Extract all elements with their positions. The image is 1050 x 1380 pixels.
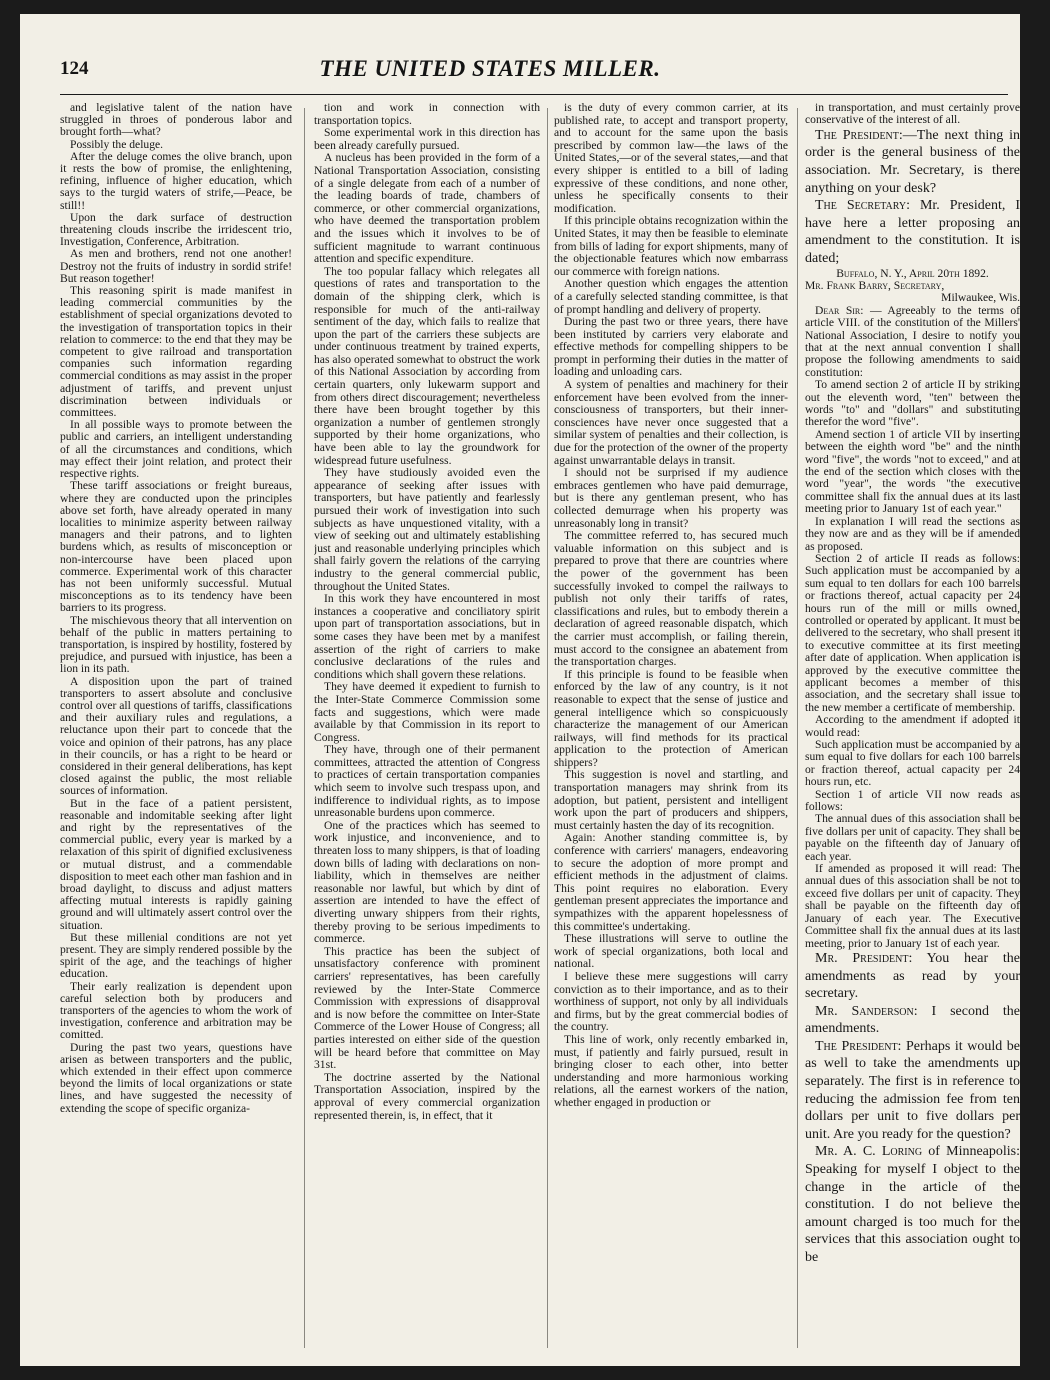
paragraph: Possibly the deluge. [70,137,164,151]
paragraph: But these millenial conditions are not yet present. They are simply rendered possible by the spirit of the age, and the teachings of higher education. [60,930,292,981]
paragraph: If this principle obtains recognization within the United States, it may then be feasible to eleminate from bills of lading for export shipments, many of the objectionable features which now embarrass our commerce with foreign nations. [554,214,788,278]
speaker-paragraph [805,950,1020,1003]
speaker-label: Mr. Sanderson: [815,1003,918,1019]
paragraph: During the past two years, questions have arisen as between transporters and the public, which extended in their effect upon commerce beyond the limits of local organizations or state lines, and have suggested the necessity of extending the scope of specific organiza- [60,1040,292,1115]
column-2 [314,102,540,1352]
paragraph: The too popular fallacy which relegates all questions of rates and transportation to the domain of the shipping clerk, which is responsible for much of the anti-railway sentiment of the day, which fails to realize that upon the part of the carriers these subjects are under continuous treatment by trained experts, has also operated somewhat to obstruct the work of this National Association by according from certain quarters, only lukewarm support and from others direct discouragement; nevertheless there have been brought together by this organization a number of gentlemen strongly supported by their home organizations, who have been able to lay the groundwork for widespread future usefulness. [314,264,540,467]
paragraph: The doctrine asserted by the National Transportation Association, inspired by the approval of every commercial organization represented therein, is, in effect, that it [314,1070,540,1122]
letter-paragraph: Section 1 of article VII now reads as follows: [805,787,1020,814]
column-1 [60,102,292,1352]
speaker-label: The President: [815,127,903,143]
page-number: 124 [60,58,89,79]
column-3 [554,102,788,1352]
speaker-label: Mr. A. C. Loring [815,1144,923,1160]
page-header [60,58,1010,98]
paragraph: As men and brothers, rend not one another! Destroy not the fruits of industry in sordid strife! But reason together! [60,247,292,285]
letter-paragraph: The annual dues of this association shall be five dollars per unit of capacity. They shall be payable on the fifteenth day of January of each year. [805,812,1020,863]
letter-addressee: Mr. Frank Barry, Secretary, [805,278,945,292]
speech-text: I second the amendments. [805,1003,1020,1037]
paragraph: This suggestion is novel and startling, and transportation managers may shrink from its adoption, but patient, persistent and intelligent work upon the part of producers and shippers, must certainly hasten the day of its recognition. [554,768,788,832]
speech-text: —The next thing in order is the general business of the association. Mr. Secretary, is there anything on your desk? [805,127,1020,196]
letter-address-city: Milwaukee, Wis. [941,291,1020,305]
newspaper-page [20,14,1020,1366]
paragraph: They have, through one of their permanent committees, attracted the attention of Congress to practices of certain transportation companies which seem to involve such trespass upon, and indifference to individual rights, as to impose unreasonable burdens upon commerce. [314,743,540,820]
paragraph: This line of work, only recently embarked in, must, if patiently and fairly pursued, result in bringing closer to each other, into better understanding and more harmonious working relations, all the earnest workers of the nation, whether engaged in production or [554,1032,788,1109]
paragraph: tion and work in connection with transportation topics. [314,102,540,127]
paragraph: This practice has been the subject of unsatisfactory conference with prominent carriers' representatives, has been carefully reviewed by the Inter-State Commerce Commission with expressions of disapproval and is now before the committee on Inter-State Commerce of the Lower House of Congress; all parties interested on either side of the question will be heard before that committee on May 31st. [314,944,540,1072]
letter-paragraph: Section 2 of article II reads as follows: Such application must be accompanied by a sum equal to ten dollars for each 100 barrels or fractions thereof, actual capacity per 24 hours run of the mill or mills owned, controlled or operated by applicant. It must be delivered to the secretary, who shall present it to executive committee at its first meeting after date of application. When application is approved by the executive committee the applicant becomes a member of this association, and the secretary shall issue to the new member a certificate of membership. [805,551,1020,714]
speaker-paragraph [805,1003,1020,1038]
paragraph: The mischievous theory that all intervention on behalf of the public in matters pertaining to transportation, is inspired by hostility, fostered by prejudice, and pursued with injustice, has been a lion in its path. [60,613,292,676]
letter-paragraph: According to the amendment if adopted it would read: [805,713,1020,739]
speech-text: of Minneapolis: Speaking for myself I object to the change in the article of the constitution. I do not believe the amount charged is too much for the services that this association ought to be [805,1144,1020,1265]
speech-text: Perhaps it would be as well to take the amendments up separately. The first is in reference to reducing the admission fee from ten dollars per unit to five dollars per unit. Are you ready for the question? [805,1038,1020,1142]
article-columns [60,102,1020,1352]
speaker-paragraph [805,1143,1020,1266]
letter-paragraph: If amended as proposed it will read: The annual dues of this association shall be not to exceed five dollars per unit of capacity. They shall be payable on the fifteenth day of January of each year. The Executive Committee shall fix the annual dues at its last meeting, prior to January 1st of each year. [805,862,1020,950]
letter-salutation: Dear Sir: [815,303,864,317]
paragraph: Again: Another standing committee is, by conference with carriers' managers, endeavoring to secure the adoption of more prompt and efficient methods in the adjustment of claims. This point requires no elaboration. Every gentleman present appreciates the importance and sympathizes with the apparent hopelessness of this committee's undertaking. [554,831,788,933]
paragraph: I believe these mere suggestions will carry conviction as to their importance, and as to their worthiness of support, not only by all individuals and firms, but by the great commercial bodies of the country. [554,969,788,1034]
paragraph: These illustrations will serve to outline the work of special organizations, both local and national. [554,932,788,971]
header-rule [60,94,1008,95]
paragraph: But in the face of a patient persistent, reasonable and indomitable seeking after light and right by the representatives of the commercial public, every year is marked by a relaxation of this spirit of dignified exclusiveness or mutual distrust, and a commendable disposition to meet each other man fashion and in broad daylight, to discuss and adjust matters affecting mutual interests is rapidly gaining ground and will ultimately assert control over the situation. [60,796,292,932]
column-4 [805,102,1020,1352]
letter-paragraph: Such application must be accompanied by a sum equal to five dollars for each 100 barrels or fraction thereof, actual capacity per 24 hours run, etc. [805,738,1020,789]
letter-text: — Agreeably to the terms of article VIII. of the constitution of the Millers' National Association, I desire to notify you that at the next annual convention I shall propose the following amendments to said constitution: [805,303,1020,379]
speaker-label: The President: [815,1038,902,1054]
letter-paragraph: To amend section 2 of article II by striking out the eleventh word, "ten" between the words "to" and "dollars" and substituting therefor the word "five". [805,378,1020,429]
paragraph: During the past two or three years, there have been instituted by carriers very elaborate and effective methods for compelling shippers to be prompt in performing their duties in the matter of loading and unloading cars. [554,315,788,379]
paragraph: Another question which engages the attention of a carefully selected standing committee, is that of prompt handling and delivery of property. [554,277,788,316]
paragraph: One of the practices which has seemed to work injustice, and inconvenience, and to threaten loss to many shippers, is that of loading down bills of lading with declarations on non-liability, which in themselves are neither reasonable nor lawful, but which by dint of assertion are intended to have the effect of diverting unwary shippers from their rights, thereby proving to be serious impediments to commerce. [314,818,540,946]
speaker-label: The Secretary: [815,198,910,214]
paragraph: These tariff associations or freight bureaus, where they are conducted upon the principles above set forth, have already operated in many localities to minimize asperity between railway managers and their patrons, and to lighten burdens which, as results of misconception or non-intercourse have been placed upon commerce. Experimental work of this character has not been uniformly successful. Mutual misconceptions as to its tendency have been barriers to its progress. [60,479,292,615]
paragraph: A nucleus has been provided in the form of a National Transportation Association, consisting of a single delegate from each of a number of the leading boards of trade, chambers of commerce, or other commercial organizations, who have deemed the transportation problem and the issues which it involves to be of sufficient magnitude to warrant continuous attention and specific expenditure. [314,151,540,266]
speaker-paragraph [805,1038,1020,1144]
speech-text: Mr. President, I have here a letter proposing an amendment to the constitution. It is dated; [805,198,1020,266]
paragraph: In this work they have encountered in most instances a cooperative and conciliatory spirit upon part of transportation associations, but in some cases they have been met by a manifest assertion of the right of carriers to make conclusive declarations of the rules and conditions which shall govern these relations. [314,592,540,681]
speaker-paragraph [805,197,1020,267]
letter-paragraph: Amend section 1 of article VII by inserting between the eighth word "be" and the ninth word "five", the words "not to exceed," and at the end of the section which closes with the word "year", the words "the executive committee shall fix the annual dues at its last meeting prior to January 1st of each year." [805,427,1020,516]
paragraph: In all possible ways to promote between the public and carriers, an intelligent understanding of all the circumstances and conditions, which may effect their joint relation, and protect their respective rights. [60,418,292,481]
paragraph: A system of penalties and machinery for their enforcement have been evolved from the inner-consciousness of transporters, but their inner-consciences have never once suggested that a similar system of penalties and their collection, is due for the protection of the owner of the property against unwarrantable delays in transit. [554,378,788,467]
paragraph: Their early realization is dependent upon careful selection both by producers and transporters of the agencies to whom the work of investigation, conference and arbitration may be comitted. [60,979,292,1042]
letter-dateline: Buffalo, N. Y., April 20th 1892. [836,266,989,280]
paragraph: is the duty of every common carrier, at its published rate, to accept and transport property, and to account for the same upon the basis prescribed by common law—the laws of the United States,—or of the several states,—and that every shipper is entitled to a bill of lading expressive of these conditions, and none other, unless he specifically consents to their modification. [554,102,788,215]
paragraph: This reasoning spirit is made manifest in leading commercial communities by the establishment of special organizations devoted to the investigation of transportation topics in their relation to commerce: to the end that they may be competent to give railroad and transportation companies such information regarding commercial conditions as may assist in the proper adjustment of tariffs, and prevent unjust discrimination between individuals or committees. [60,284,292,420]
publication-title: THE UNITED STATES MILLER. [319,56,661,81]
column-divider [304,108,305,1348]
letter-paragraph [805,305,1020,379]
speaker-paragraph [805,127,1020,197]
paragraph: Some experimental work in this direction has been already carefully pursued. [314,126,540,152]
paragraph: If this principle is found to be feasible when enforced by the law of any country, is it not reasonable to expect that the sense of justice and general intelligence which so conspicuously characterize the management of our American railways, will find methods for its practical application to the protection of American shippers? [554,667,788,769]
paragraph: After the deluge comes the olive branch, upon it rests the bow of promise, the enlightening, refining, influence of higher education, which says to the turgid waters of strife,—Peace, be still!! [60,149,292,212]
speech-text: You hear the amendments as read by your secretary. [805,950,1020,1002]
paragraph: The committee referred to, has secured much valuable information on this subject and is prepared to prove that there are countries where the power of the government has been successfully invoked to compel the railways to publish not only their tariffs of rates, classifications and rules, but to embody therein a declaration of agreed reasonable dispatch, which the carrier must accomplish, or failing therein, must accord to the consignee an abatement from the transportation charges. [554,529,788,669]
paragraph: They have studiously avoided even the appearance of seeking after issues with transporters, but have patiently and fearlessly pursued their work of investigation into such subjects as have unquestioned vitality, with a view of seeking out and ultimately establishing just and reasonable underlying principles which shall fairly govern the relations of the carrying industry to the general commercial public, throughout the United States. [314,466,540,593]
paragraph: Upon the dark surface of destruction threatening clouds inscribe the irridescent trio, Investigation, Conference, Arbitration. [60,210,292,249]
speaker-label: Mr. President: [815,950,913,966]
paragraph: and legislative talent of the nation have struggled in throes of ponderous labor and brought forth—what? [60,102,292,139]
paragraph: They have deemed it expedient to furnish to the Inter-State Commerce Commission some facts and suggestions, which were made available by that Commission in its report to Congress. [314,680,540,744]
paragraph: A disposition upon the part of trained transporters to assert absolute and conclusive control over all questions of tariffs, classifications and their auxiliary rules and regulations, a reluctance upon their part to concede that the voice and opinion of their patrons, has any place in their councils, or has a right to be heard or considered in their general deliberations, has kept closed against the public, the most reliable sources of information. [60,674,292,798]
column-divider [547,108,548,1348]
paragraph: I should not be surprised if my audience embraces gentlemen who have paid demurrage, but is there any gentleman present, who has collected demurrage when his property was unreasonably long in transit? [554,466,788,530]
letter-paragraph: In explanation I will read the sections as they now are and as they will be if amended as proposed. [805,514,1020,553]
paragraph: in transportation, and must certainly prove conservative of the interest of all. [805,102,1020,127]
column-divider [797,108,798,1348]
